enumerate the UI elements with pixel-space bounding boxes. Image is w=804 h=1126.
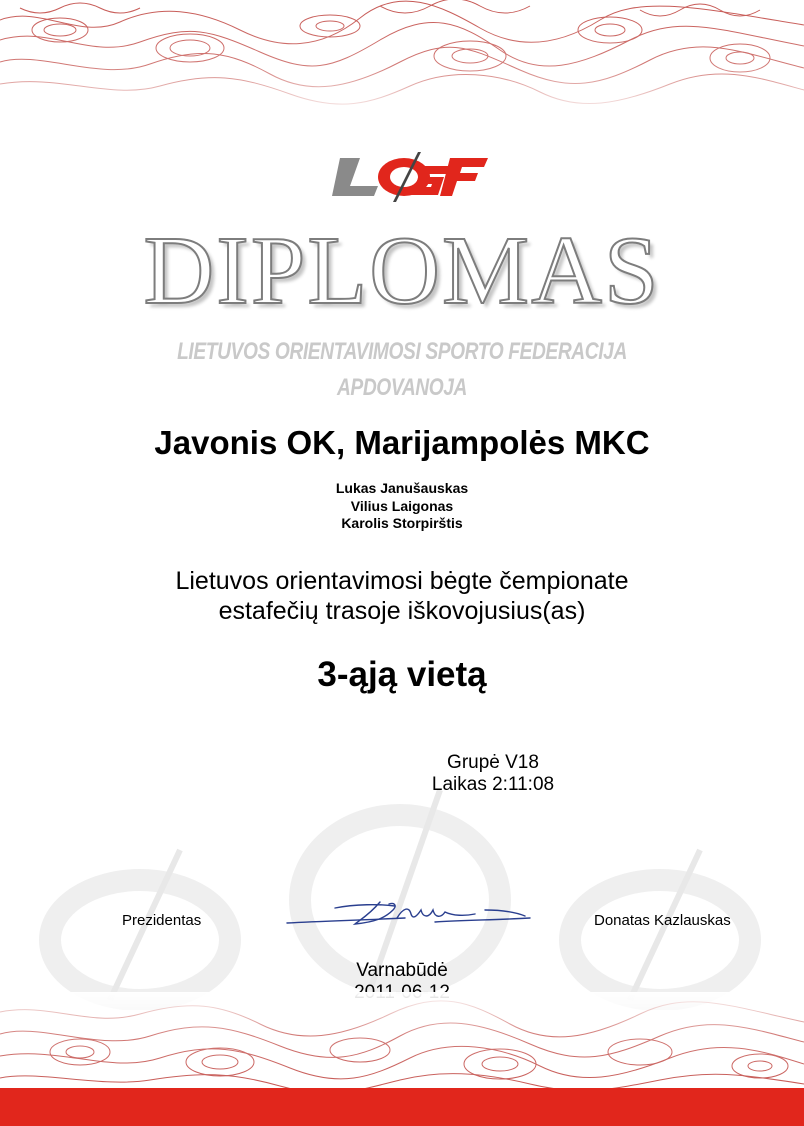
losf-logo-icon — [322, 152, 488, 202]
award-description-line: Lietuvos orientavimosi bėgte čempionate — [175, 567, 629, 595]
award-place: 3-ąją vietą — [317, 655, 487, 694]
bottom-red-band — [0, 1088, 804, 1126]
federation-name: LIETUVOS ORIENTAVIMOSI SPORTO FEDERACIJA — [177, 338, 627, 365]
award-description-line: estafečių trasoje iškovojusius(as) — [218, 597, 586, 625]
result-time: Laikas 2:11:08 — [431, 774, 555, 795]
contour-map-top-decoration — [0, 0, 804, 118]
award-description — [0, 566, 804, 626]
diploma-title: DIPLOMAS — [143, 217, 661, 325]
awards-caption: APDOVANOJA — [336, 374, 468, 401]
contour-map-bottom-decoration — [0, 992, 804, 1090]
team-member: Vilius Laigonas — [350, 497, 454, 514]
handwritten-signature — [285, 896, 535, 930]
signer-name: Donatas Kazlauskas — [594, 912, 731, 929]
team-members-list — [0, 480, 804, 533]
result-group: Grupė V18 — [447, 752, 539, 773]
event-location: Varnabūdė — [356, 960, 448, 981]
team-member: Lukas Janušauskas — [335, 480, 469, 496]
recipient-team: Javonis OK, Marijampolės MKC — [154, 424, 650, 461]
signer-title: Prezidentas — [122, 912, 202, 929]
team-member: Karolis Storpirštis — [341, 515, 463, 531]
result-info — [0, 752, 804, 796]
